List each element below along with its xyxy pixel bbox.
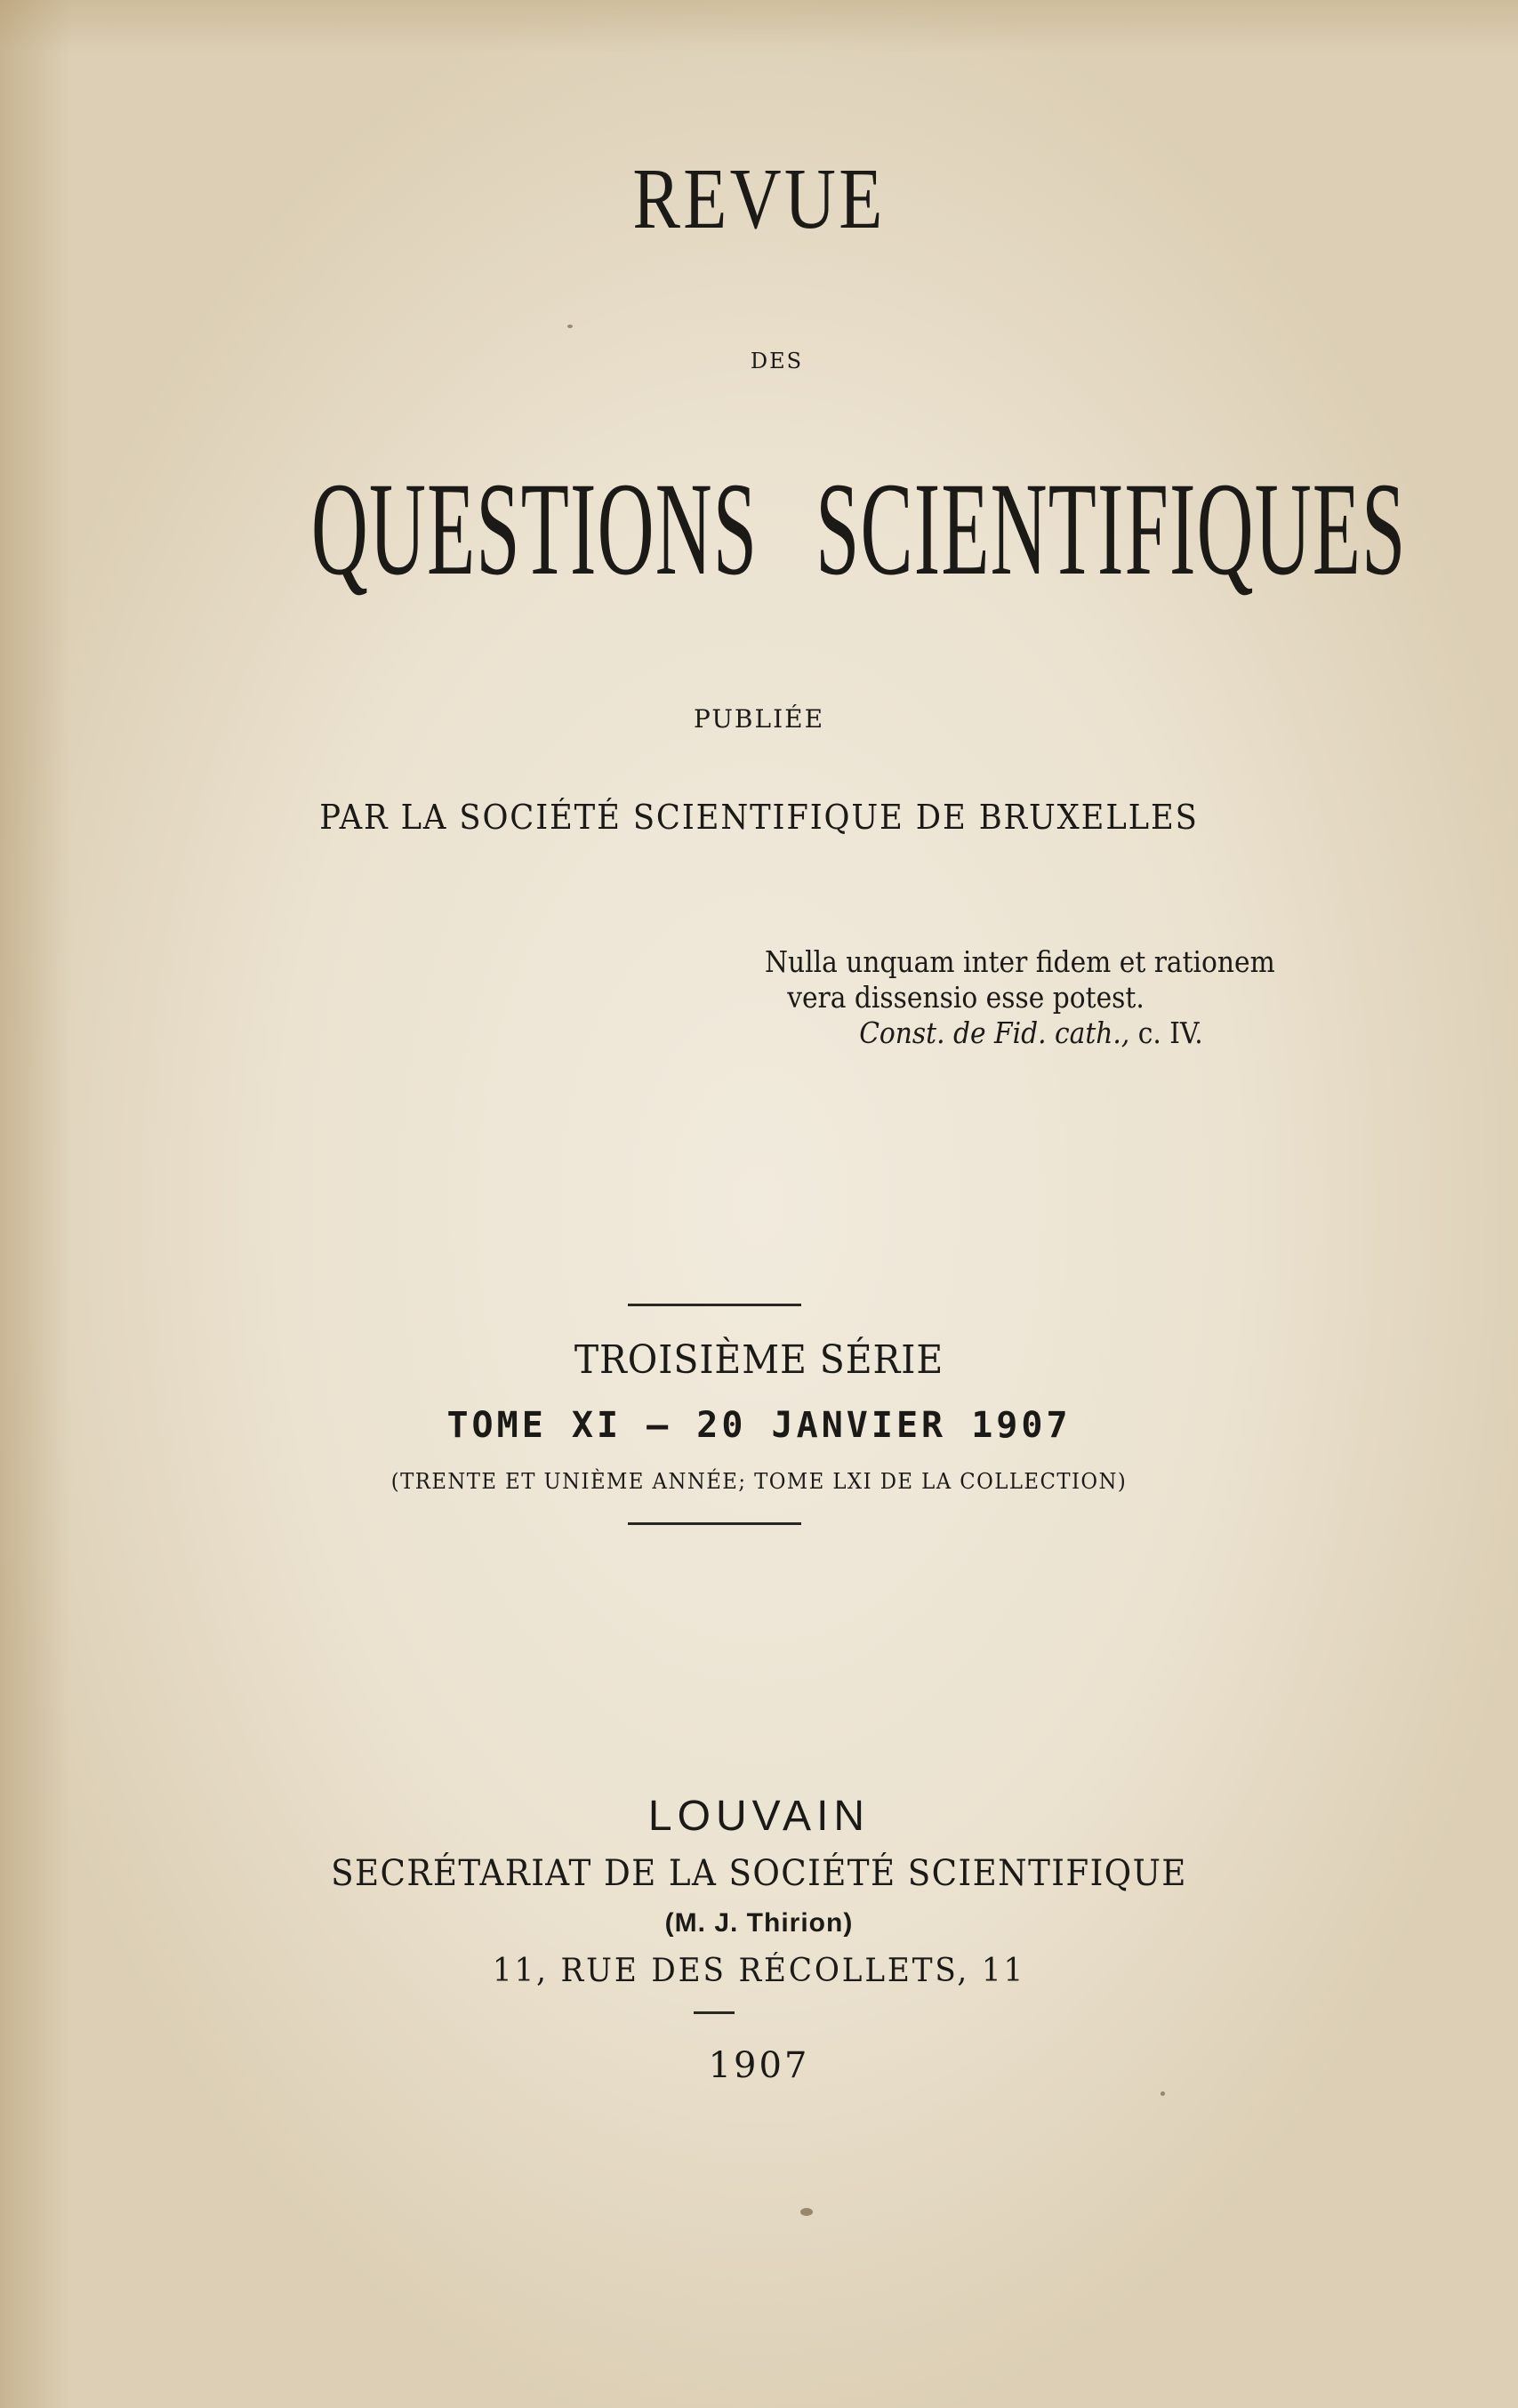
series-label: TROISIÈME SÉRIE: [574, 1337, 944, 1383]
imprint-year: 1907: [708, 2045, 810, 2086]
paper-spot: [800, 2208, 813, 2216]
page-top-shade: [0, 0, 1518, 53]
epigraph-line-1: Nulla unquam inter fidem et rationem: [765, 944, 1275, 979]
publisher-line: PAR LA SOCIÉTÉ SCIENTIFIQUE DE BRUXELLES: [319, 798, 1199, 837]
epigraph-citation: [765, 1015, 1275, 1051]
epigraph-citation-source: Const. de Fid. cath.,: [859, 1015, 1130, 1050]
paper-spot: [567, 325, 573, 328]
year-collection-note: (TRENTE ET UNIÈME ANNÉE; TOME LXI DE LA COLLECTION): [390, 1469, 1128, 1494]
divider-bottom: [628, 1522, 801, 1525]
imprint-city: LOUVAIN: [647, 1793, 871, 1840]
divider-imprint: [694, 2011, 735, 2014]
journal-main-title: [310, 455, 1407, 603]
imprint-address: 11, RUE DES RÉCOLLETS, 11: [492, 1953, 1026, 1989]
journal-title-revue: REVUE: [632, 151, 886, 247]
main-title-part1: QUESTIONS: [310, 455, 759, 603]
des-text: DES: [750, 349, 804, 373]
imprint-person: (M. J. Thirion): [664, 1908, 854, 1938]
epigraph-line-2: vera dissensio esse potest.: [787, 980, 1145, 1015]
journal-title-des: [0, 349, 1518, 373]
epigraph: [765, 944, 1275, 1051]
published-label: [0, 704, 1518, 734]
divider-top: [628, 1304, 801, 1306]
published-text: PUBLIÉE: [693, 704, 825, 734]
epigraph-citation-ref: c. IV.: [1129, 1015, 1203, 1050]
imprint-office: SECRÉTARIAT DE LA SOCIÉTÉ SCIENTIFIQUE: [331, 1853, 1187, 1894]
main-title-part2: SCIENTIFIQUES: [815, 455, 1407, 603]
volume-date: TOME XI — 20 JANVIER 1907: [446, 1405, 1072, 1446]
paper-spot: [1161, 2091, 1165, 2096]
